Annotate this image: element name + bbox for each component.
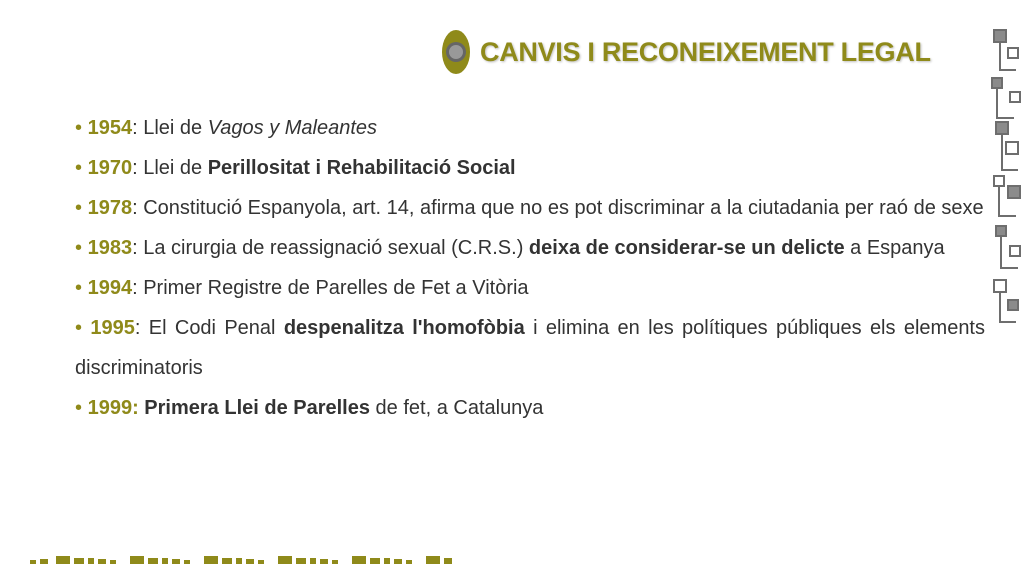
item-text: de fet, a Catalunya [369, 397, 544, 419]
bullet: • [75, 237, 83, 259]
item-text: i elimina en les polítiques públiques els elements discriminatoris [75, 317, 985, 379]
item-text: : El Codi Penal [134, 317, 284, 339]
item-text: a Espanya [844, 237, 945, 259]
timeline-list [75, 108, 985, 428]
year-label: 1994 [87, 277, 133, 299]
item-bold-text: Primera Llei de Parelles [144, 397, 370, 419]
circle-logo-icon [440, 28, 472, 76]
item-text: : La cirurgia de reassignació sexual (C.R.S.) [132, 237, 529, 259]
bullet: • [75, 317, 83, 339]
year-label: 1995 [90, 317, 135, 339]
list-item [75, 308, 985, 388]
item-text: : Primer Registre de Parelles de Fet a Vitòria [132, 277, 529, 299]
bullet: • [75, 397, 83, 419]
year-label: 1954 [87, 117, 133, 139]
list-item [75, 148, 985, 188]
item-bold-text: deixa de considerar-se un delicte [528, 237, 845, 259]
circuit-pattern-icon [988, 0, 1024, 340]
page-title: CANVIS I RECONEIXEMENT LEGAL [480, 36, 931, 67]
item-italic-text: Vagos y Maleantes [207, 117, 378, 139]
slide-header [440, 28, 931, 76]
bullet: • [75, 277, 83, 299]
year-label: 1999: [87, 397, 139, 419]
list-item [75, 228, 985, 268]
item-bold-text: despenalitza l'homofòbia [283, 317, 525, 339]
item-text: : Llei de [132, 157, 208, 179]
year-label: 1978 [87, 197, 133, 219]
item-text: : Llei de [132, 117, 208, 139]
year-label: 1970 [87, 157, 133, 179]
list-item [75, 108, 985, 148]
item-bold-text: Perillositat i Rehabilitació Social [207, 157, 516, 179]
bullet: • [75, 157, 83, 179]
item-text: : Constitució Espanyola, art. 14, afirma que no es pot discriminar a la ciutadania per raó de sexe [132, 197, 984, 219]
dashed-pattern-icon [30, 550, 460, 570]
list-item [75, 268, 985, 308]
year-label: 1983 [87, 237, 133, 259]
list-item [75, 188, 985, 228]
bullet: • [75, 197, 83, 219]
list-item [75, 388, 985, 428]
bullet: • [75, 117, 83, 139]
